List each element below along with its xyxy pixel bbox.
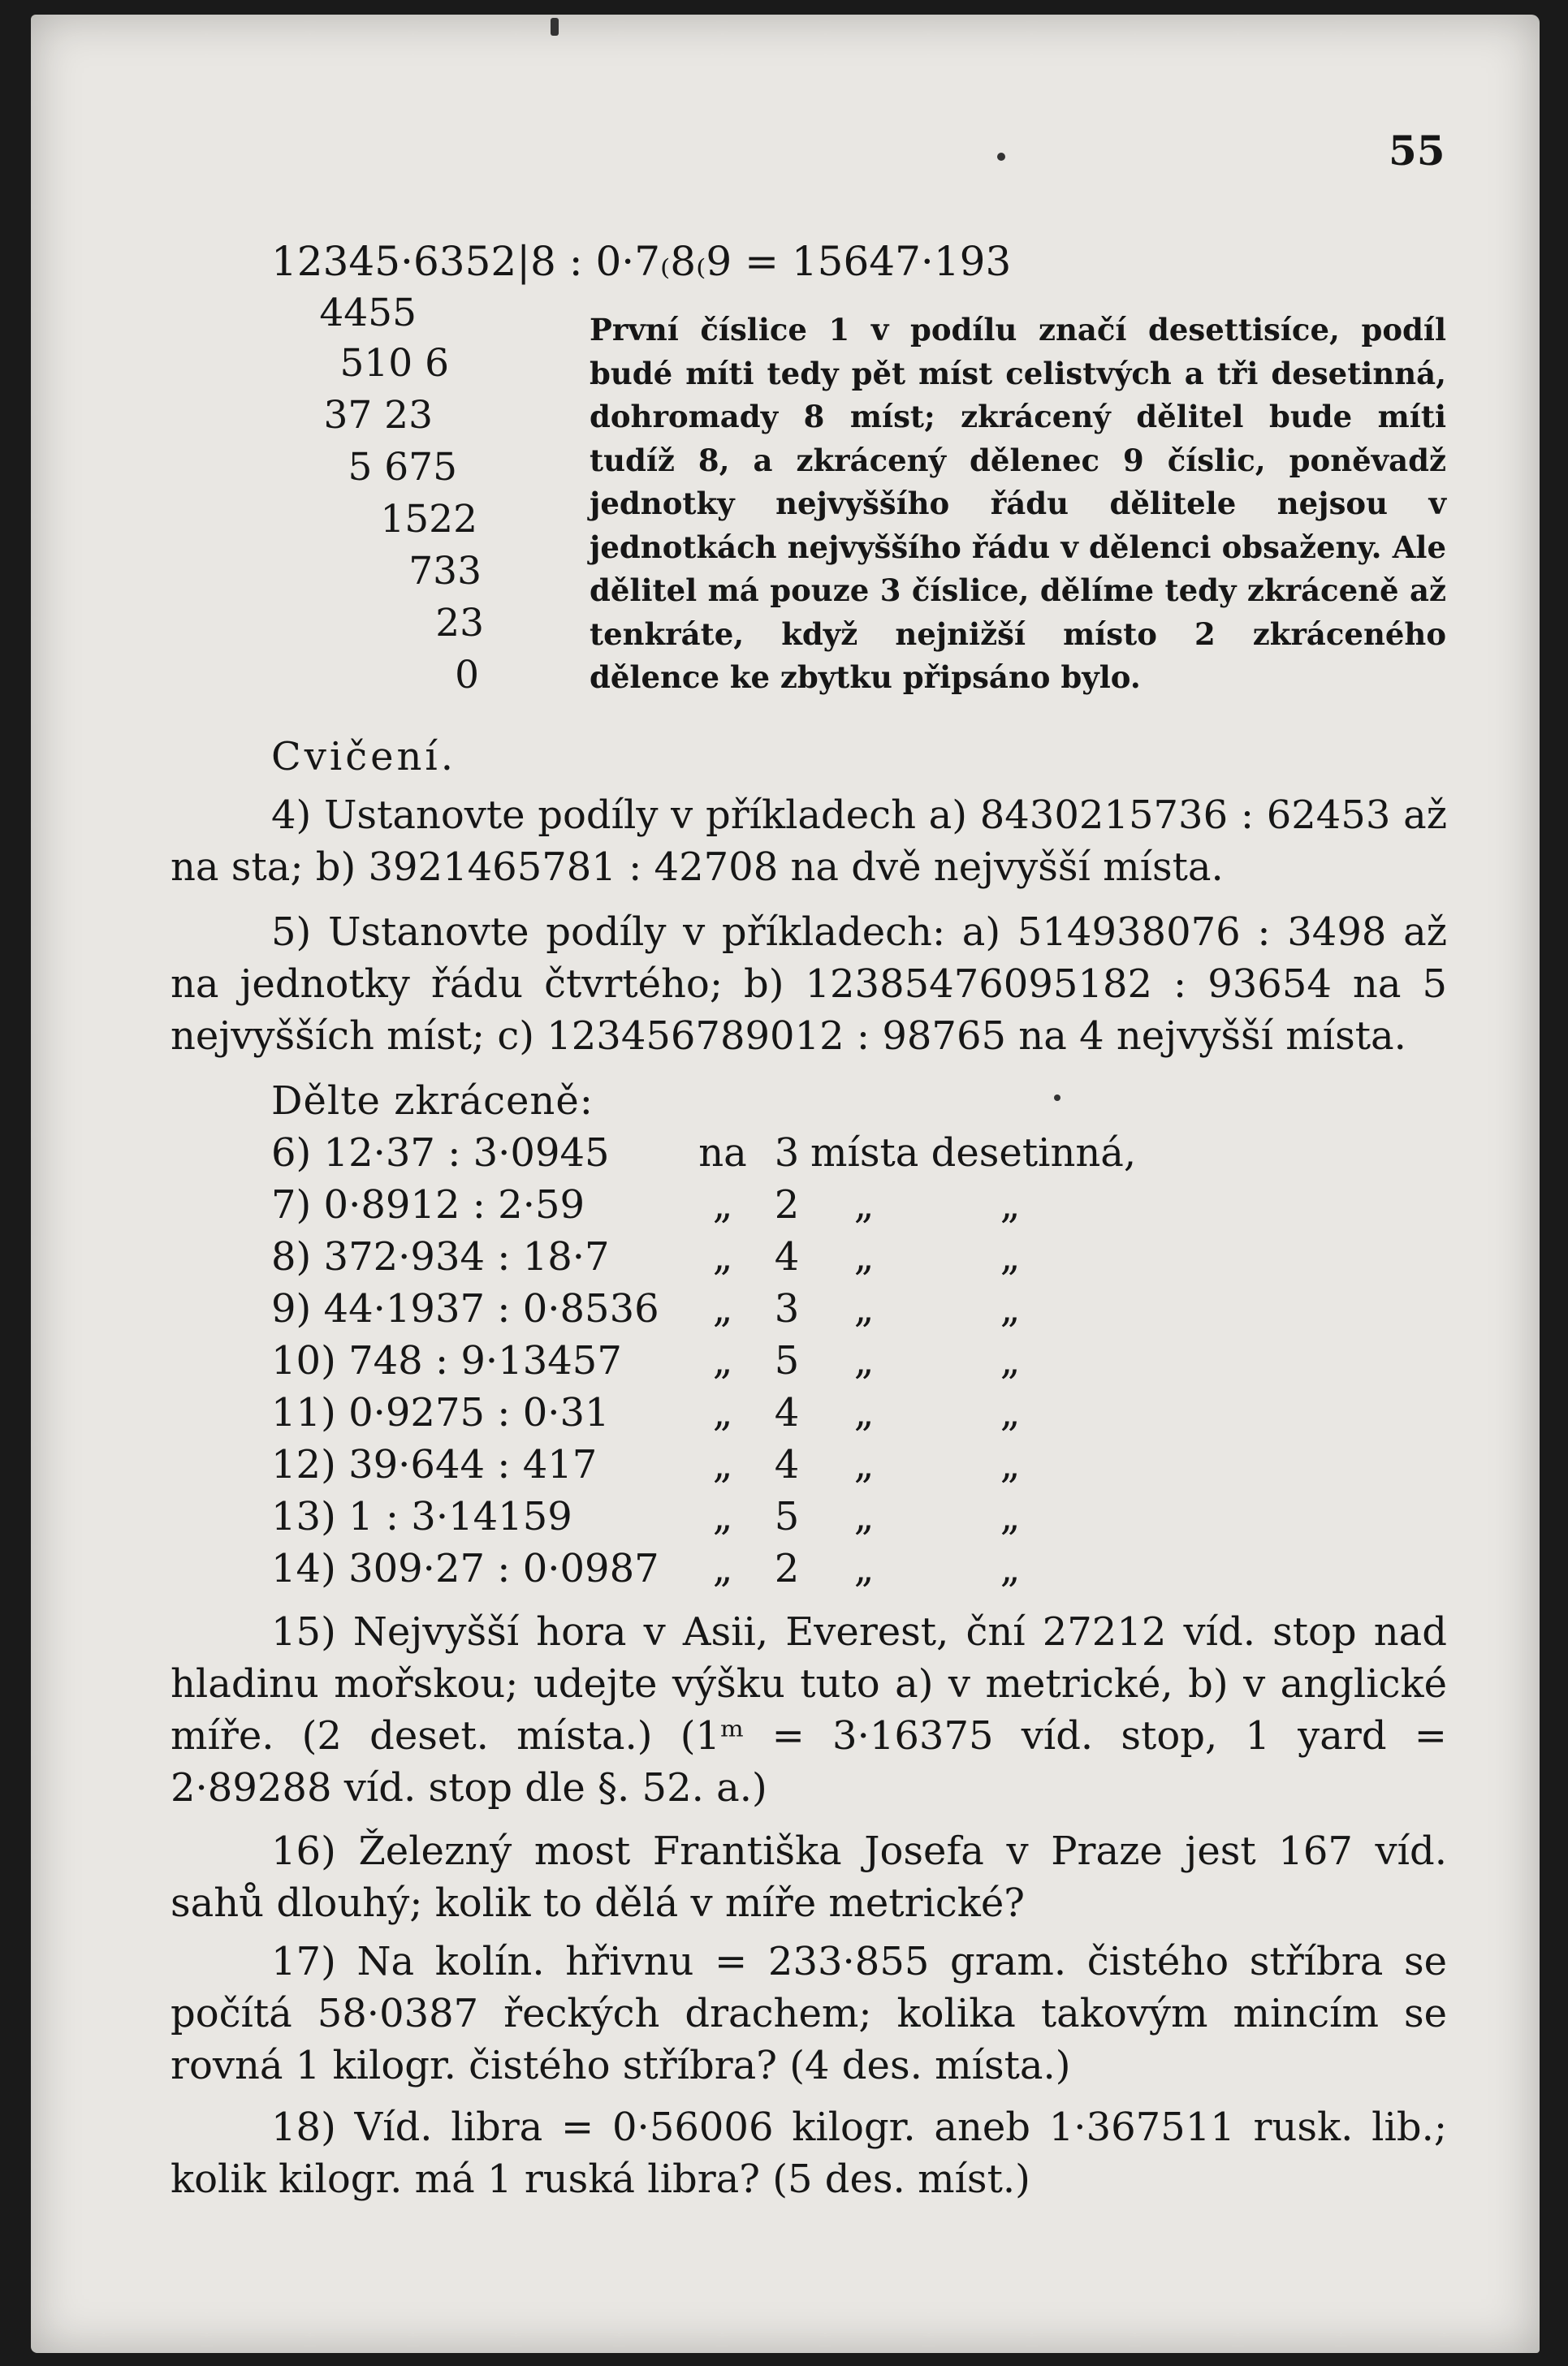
ditto-mark: „	[712, 1234, 733, 1280]
exercise-row	[271, 1494, 1449, 1543]
page-number: 55	[1389, 127, 1445, 175]
ditto-mark: „	[712, 1182, 733, 1228]
ditto-mark: „	[1000, 1234, 1021, 1280]
exercise-row	[271, 1130, 1449, 1179]
division-remainder: 5 675	[348, 445, 457, 490]
exercise-label: 12) 39·644 : 417	[271, 1442, 598, 1487]
exercise-16: 16) Železný most Františka Josefa v Praze jest 167 víd. sahů dlouhý; kolik to dělá v míře metrické?	[171, 1828, 1447, 1926]
division-explanation-note: První číslice 1 v podílu značí desettisíce, podíl budé míti tedy pět míst celistvých a tři desetinná, dohromady 8 míst; zkrácený dělitel bude míti tudíž 8, a zkrácený dělenec 9 číslic, poněvadž jednotky nejvyššího řádu dělitele nejsou v jednotkách nejvyššího řádu v dělenci obsaženy. Ale dělitel má pouze 3 číslice, dělíme tedy zkráceně až tenkráte, když nejnižší místo 2 zkráceného dělence ke zbytku připsáno bylo.	[590, 312, 1446, 695]
ink-speck	[1054, 1094, 1060, 1101]
division-remainder: 510 6	[339, 341, 449, 386]
ditto-mark: „	[1000, 1390, 1021, 1436]
division-remainder: 23	[435, 601, 484, 645]
ditto-mark: „	[712, 1494, 733, 1539]
exercise-places: 2	[774, 1546, 800, 1591]
book-page	[31, 15, 1540, 2353]
exercise-row	[271, 1338, 1449, 1387]
exercise-places: 4	[774, 1234, 800, 1280]
ditto-mark: „	[853, 1182, 875, 1228]
ditto-mark: „	[1000, 1182, 1021, 1228]
ditto-mark: „	[712, 1546, 733, 1591]
ditto-mark: „	[853, 1546, 875, 1591]
exercise-row	[271, 1182, 1449, 1231]
exercise-label: 13) 1 : 3·14159	[271, 1494, 572, 1539]
exercise-5: 5) Ustanovte podíly v příkladech: a) 514938076 : 3498 až na jednotky řádu čtvrtého; b) 12385476095182 : 93654 na 5 nejvyšších míst; c) 123456789012 : 98765 na 4 nejvyšší místa.	[171, 909, 1447, 1059]
ditto-mark: „	[712, 1390, 733, 1436]
section-heading: Cvičení.	[271, 734, 457, 779]
ditto-mark: „	[1000, 1286, 1021, 1332]
exercise-label: 9) 44·1937 : 0·8536	[271, 1286, 659, 1332]
ditto-mark: „	[853, 1494, 875, 1539]
exercise-places: 4	[774, 1442, 800, 1487]
exercise-label: 11) 0·9275 : 0·31	[271, 1390, 610, 1436]
ditto-mark: „	[1000, 1338, 1021, 1384]
ditto-mark: „	[853, 1234, 875, 1280]
ditto-mark: „	[853, 1390, 875, 1436]
exercise-4: 4) Ustanovte podíly v příkladech a) 8430215736 : 62453 až na sta; b) 3921465781 : 42708 na dvě nejvyšší místa.	[171, 792, 1447, 890]
exercise-places: 3	[774, 1286, 800, 1332]
division-remainder: 1522	[380, 497, 477, 542]
ditto-mark: „	[712, 1442, 733, 1487]
exercise-places: 2	[774, 1182, 800, 1228]
exercise-row	[271, 1234, 1449, 1283]
division-remainder: 4455	[319, 291, 417, 335]
exercise-places: 3	[774, 1130, 800, 1176]
exercise-label: 8) 372·934 : 18·7	[271, 1234, 610, 1280]
exercise-row	[271, 1442, 1449, 1491]
exercise-label: 10) 748 : 9·13457	[271, 1338, 622, 1384]
division-equation: 12345·6352|8 : 0·7₍8₍9 = 15647·193	[271, 238, 1012, 285]
division-remainder: 37 23	[323, 393, 433, 438]
division-remainder: 733	[408, 549, 482, 594]
exercise-places: 5	[774, 1494, 800, 1539]
ditto-mark: „	[853, 1338, 875, 1384]
exercise-row	[271, 1546, 1449, 1595]
ditto-mark: „	[712, 1286, 733, 1332]
exercise-unit: místa desetinná,	[810, 1130, 1137, 1176]
exercise-row	[271, 1390, 1449, 1439]
ink-speck	[551, 18, 559, 36]
ditto-mark: „	[1000, 1442, 1021, 1487]
division-remainder: 0	[455, 653, 479, 697]
exercise-label: 14) 309·27 : 0·0987	[271, 1546, 659, 1591]
divide-heading: Dělte zkráceně:	[271, 1078, 594, 1124]
exercise-label: 6) 12·37 : 3·0945	[271, 1130, 610, 1176]
exercise-row	[271, 1286, 1449, 1335]
ditto-mark: „	[712, 1338, 733, 1384]
exercise-na: na	[698, 1130, 747, 1176]
ditto-mark: „	[1000, 1494, 1021, 1539]
exercise-15: 15) Nejvyšší hora v Asii, Everest, ční 27212 víd. stop nad hladinu mořskou; udejte výšku tuto a) v metrické, b) v anglické míře. (2 deset. místa.) (1ᵐ = 3·16375 víd. stop, 1 yard = 2·89288 víd. stop dle §. 52. a.)	[171, 1609, 1447, 1811]
exercise-label: 7) 0·8912 : 2·59	[271, 1182, 585, 1228]
exercise-places: 4	[774, 1390, 800, 1436]
ditto-mark: „	[853, 1442, 875, 1487]
exercise-18: 18) Víd. libra = 0·56006 kilogr. aneb 1·367511 rusk. lib.; kolik kilogr. má 1 ruská libra? (5 des. míst.)	[171, 2105, 1447, 2202]
ditto-mark: „	[853, 1286, 875, 1332]
exercise-17: 17) Na kolín. hřivnu = 233·855 gram. čistého stříbra se počítá 58·0387 řeckých drachem; kolika takovým mincím se rovná 1 kilogr. čistého stříbra? (4 des. místa.)	[171, 1939, 1447, 2088]
exercise-places: 5	[774, 1338, 800, 1384]
ditto-mark: „	[1000, 1546, 1021, 1591]
ink-speck	[997, 153, 1005, 161]
